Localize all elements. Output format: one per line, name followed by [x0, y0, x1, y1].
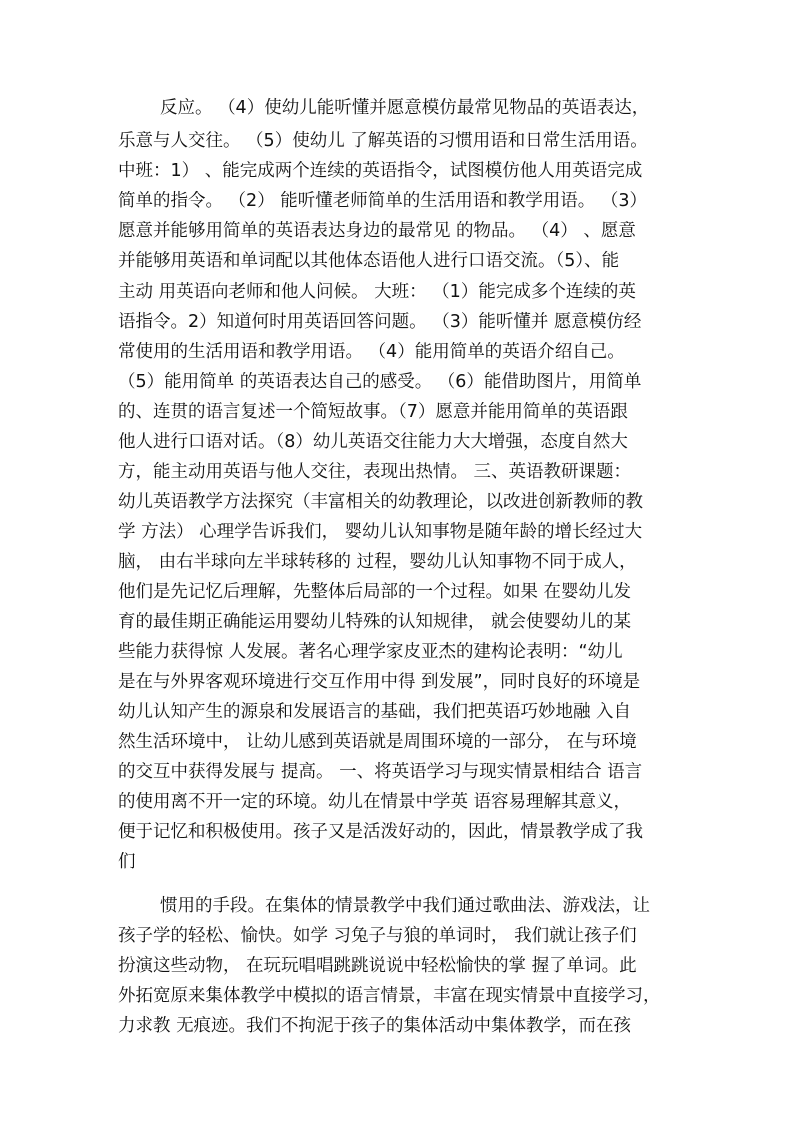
text-line: 反应。 （4）使幼儿能听懂并愿意模仿最常见物品的英语表达，: [160, 98, 650, 118]
text-line: 的交互中获得发展与 提高。 一、将英语学习与现实情景相结合 语言: [118, 762, 643, 782]
text-line: 并能够用英语和单词配以其他体态语他人进行口语交流。（5）、能: [118, 251, 620, 271]
text-line: 他人进行口语对话。（8）幼儿英语交往能力大大增强，态度自然大: [118, 432, 628, 452]
text-line: （5）能用简单 的英语表达自己的感受。 （6）能借助图片，用简单: [118, 372, 642, 392]
text-line: 愿意并能够用简单的英语表达身边的最常见 的物品。 （4） 、愿意: [118, 221, 636, 241]
text-line: 力求教 无痕迹。我们不拘泥于孩子的集体活动中集体教学，而在孩: [118, 1016, 632, 1036]
text-line: 他们是先记忆后理解，先整体后局部的一个过程。如果 在婴幼儿发: [118, 582, 632, 602]
text-line: 扮演这些动物， 在玩玩唱唱跳跳说说中轻松愉快的掌 握了单词。此: [118, 956, 637, 976]
text-line: 是在与外界客观环境进行交互作用中得 到发展”，同时良好的环境是: [118, 672, 641, 692]
text-line: 孩子学的轻松、愉快。如学 习兔子与狼的单词时， 我们就让孩子们: [118, 926, 637, 946]
text-line: 方，能主动用英语与他人交往，表现出热情。 三、英语教研课题：: [118, 462, 632, 482]
text-line: 的使用离不开一定的环境。幼儿在情景中学英 语容易理解其意义，: [118, 792, 632, 812]
text-line: 中班：1） 、能完成两个连续的英语指令，试图模仿他人用英语完成: [118, 161, 643, 181]
text-line: 幼儿英语教学方法探究（丰富相关的幼教理论，以改进创新教师的教: [118, 492, 643, 512]
text-line: 学 方法） 心理学告诉我们， 婴幼儿认知事物是随年龄的增长经过大: [118, 522, 643, 542]
text-line: 语指令。2）知道何时用英语回答问题。 （3）能听懂并 愿意模仿经: [118, 312, 642, 332]
text-line: 常使用的生活用语和教学用语。 （4）能用简单的英语介绍自己。: [118, 342, 625, 362]
text-line: 主动 用英语向老师和他人问候。 大班： （1）能完成多个连续的英: [118, 282, 636, 302]
text-line: 脑， 由右半球向左半球转移的 过程，婴幼儿认知事物不同于成人，: [118, 552, 637, 572]
text-line: 幼儿认知产生的源泉和发展语言的基础，我们把英语巧妙地融 入自: [118, 702, 632, 722]
text-line: 便于记忆和积极使用。孩子又是活泼好动的，因此，情景教学成了我: [118, 822, 643, 842]
text-line: 些能力获得惊 人发展。著名心理学家皮亚杰的建构论表明：“幼儿: [118, 642, 623, 662]
text-line: 乐意与人交往。 （5）使幼儿 了解英语的习惯用语和日常生活用语。: [118, 131, 648, 151]
text-line: 外拓宽原来集体教学中模拟的语言情景，丰富在现实情景中直接学习，: [118, 986, 661, 1006]
text-line: 育的最佳期正确能运用婴幼儿特殊的认知规律， 就会使婴幼儿的某: [118, 612, 632, 632]
text-line: 的、连贯的语言复述一个简短故事。（7）愿意并能用简单的英语跟: [118, 402, 628, 422]
text-line: 简单的指令。 （2） 能听懂老师简单的生活用语和教学用语。 （3）: [118, 191, 647, 211]
text-line: 惯用的手段。在集体的情景教学中我们通过歌曲法、游戏法，让: [160, 896, 650, 916]
text-line: 们: [118, 852, 136, 872]
text-line: 然生活环境中， 让幼儿感到英语就是周围环境的一部分， 在与环境: [118, 732, 637, 752]
